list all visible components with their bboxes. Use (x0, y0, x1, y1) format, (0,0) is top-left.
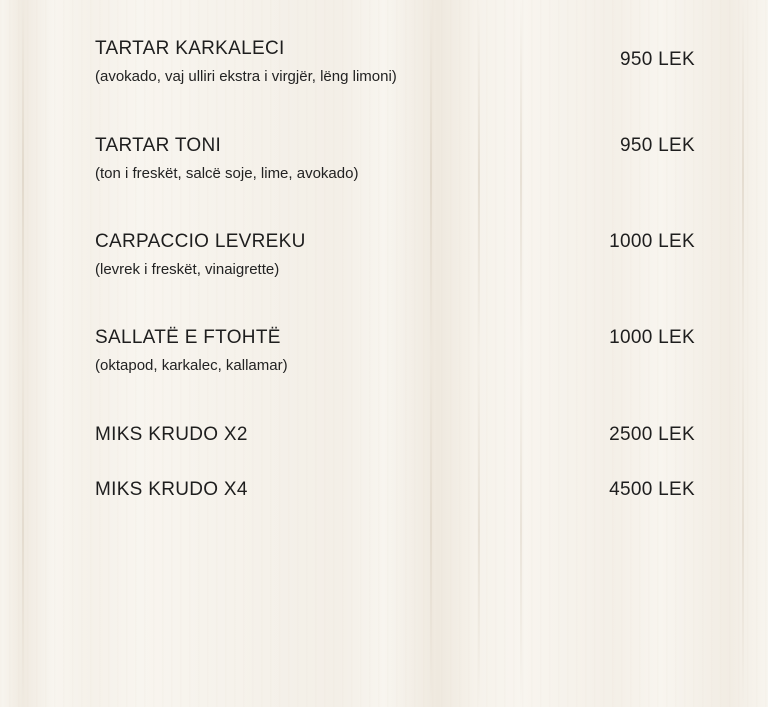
item-price: 1000 LEK (609, 327, 695, 348)
item-name: TARTAR KARKALECI (95, 38, 285, 59)
wood-grain (478, 0, 480, 707)
item-name: CARPACCIO LEVREKU (95, 231, 306, 252)
item-name: MIKS KRUDO X2 (95, 424, 248, 445)
wood-grain (520, 0, 522, 707)
wood-grain (742, 0, 744, 707)
item-price: 950 LEK (620, 49, 695, 70)
item-name: SALLATË E FTOHTË (95, 327, 281, 348)
item-description: (ton i freskët, salcë soje, lime, avokado) (95, 165, 359, 182)
item-description: (avokado, vaj ulliri ekstra i virgjër, lëng limoni) (95, 68, 397, 85)
wood-grain (430, 0, 432, 707)
item-name: TARTAR TONI (95, 135, 222, 156)
item-price: 1000 LEK (609, 231, 695, 252)
item-name: MIKS KRUDO X4 (95, 479, 248, 500)
wood-grain (22, 0, 24, 707)
item-description: (oktapod, karkalec, kallamar) (95, 357, 288, 374)
item-price: 2500 LEK (609, 424, 695, 445)
item-price: 4500 LEK (609, 479, 695, 500)
item-description: (levrek i freskët, vinaigrette) (95, 261, 280, 278)
item-price: 950 LEK (620, 135, 695, 156)
